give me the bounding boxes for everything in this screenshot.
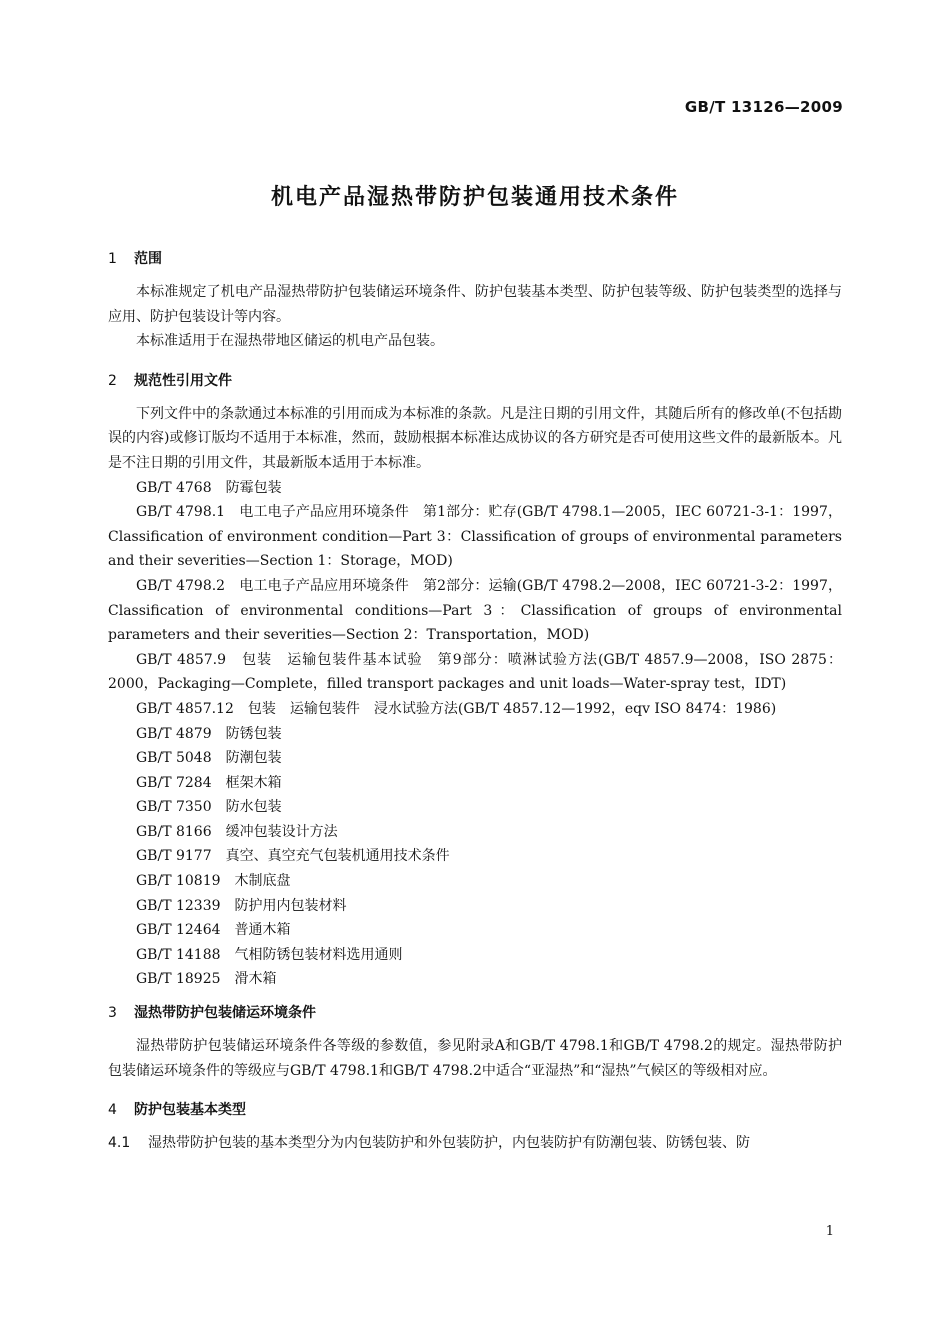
reference-item: GB/T 7350 防水包装 (136, 799, 282, 816)
reference-item: GB/T 14188 气相防锈包装材料选用通则 (136, 946, 403, 963)
reference-item: GB/T 18925 滑木箱 (136, 971, 277, 988)
section-3-heading: 3 湿热带防护包装储运环境条件 (108, 1005, 316, 1022)
reference-item: GB/T 5048 防潮包装 (136, 750, 282, 767)
document-title: 机电产品湿热带防护包装通用技术条件 (270, 185, 679, 210)
subsection-4-1: 4.1 湿热带防护包装的基本类型分为内包装防护和外包装防护，内包装防护有防潮包装、防锈包装、防 (108, 1135, 750, 1152)
reference-item: GB/T 4857.12 包装 运输包装件 浸水试验方法(GB/T 4857.12—1992，eqv ISO 8474：1986) (136, 700, 777, 717)
section-3-para-1: 湿热带防护包装储运环境条件各等级的参数值，参见附录A和GB/T 4798.1和GB/T 4798.2的规定。湿热带防护包装储运环境条件的等级应与GB/T 4798.1和GB/T 4798.2中适合“亚湿热”和“湿热”气候区的等级相对应。 (108, 1038, 842, 1079)
section-1-para-1: 本标准规定了机电产品湿热带防护包装储运环境条件、防护包装基本类型、防护包装等级、防护包装类型的选择与应用、防护包装设计等内容。 (108, 284, 842, 325)
reference-item: GB/T 7284 框架木箱 (136, 774, 282, 791)
reference-item: GB/T 4768 防霉包装 (136, 479, 282, 496)
section-1-heading: 1 范围 (108, 251, 162, 267)
section-2-intro: 下列文件中的条款通过本标准的引用而成为本标准的条款。凡是注日期的引用文件，其随后所有的修改单(不包括勘误的内容)或修订版均不适用于本标准，然而，鼓励根据本标准达成协议的各方研究是否可使用这些文件的最新版本。凡是不注日期的引用文件，其最新版本适用于本标准。 (108, 405, 842, 471)
reference-item: GB/T 12464 普通木箱 (136, 922, 291, 939)
section-1-para-2: 本标准适用于在湿热带地区储运的机电产品包装。 (136, 333, 444, 350)
page-number: 1 (825, 1224, 834, 1239)
reference-item: GB/T 4857.9 包装 运输包装件基本试验 第9部分：喷淋试验方法(GB/T 4857.9—2008，ISO 2875：2000，Packaging—Complete，filled transport packages and unit loads—Water-spray test，IDT) (108, 651, 842, 693)
reference-item: GB/T 4798.1 电工电子产品应用环境条件 第1部分：贮存(GB/T 4798.1—2005，IEC 60721-3-1：1997，Classification of environment condition—Part 3：Classification of groups of environmental parameters and their severities—Section 1：Storage，MOD) (108, 504, 842, 570)
standard-number: GB/T 13126—2009 (684, 98, 843, 116)
reference-item: GB/T 12339 防护用内包装材料 (136, 897, 347, 914)
reference-item: GB/T 9177 真空、真空充气包装机通用技术条件 (136, 848, 450, 865)
document-body (108, 248, 842, 1156)
reference-item: GB/T 8166 缓冲包装设计方法 (136, 823, 338, 840)
section-4-heading: 4 防护包装基本类型 (108, 1102, 246, 1119)
reference-item: GB/T 10819 木制底盘 (136, 873, 291, 890)
reference-item: GB/T 4798.2 电工电子产品应用环境条件 第2部分：运输(GB/T 4798.2—2008，IEC 60721-3-2：1997，Classification of environmental conditions—Part 3：Classification of groups of environmental parameters and their severities—Section 2：Transportation，MOD) (108, 577, 842, 644)
section-2-heading: 2 规范性引用文件 (108, 372, 232, 389)
reference-item: GB/T 4879 防锈包装 (136, 725, 282, 742)
